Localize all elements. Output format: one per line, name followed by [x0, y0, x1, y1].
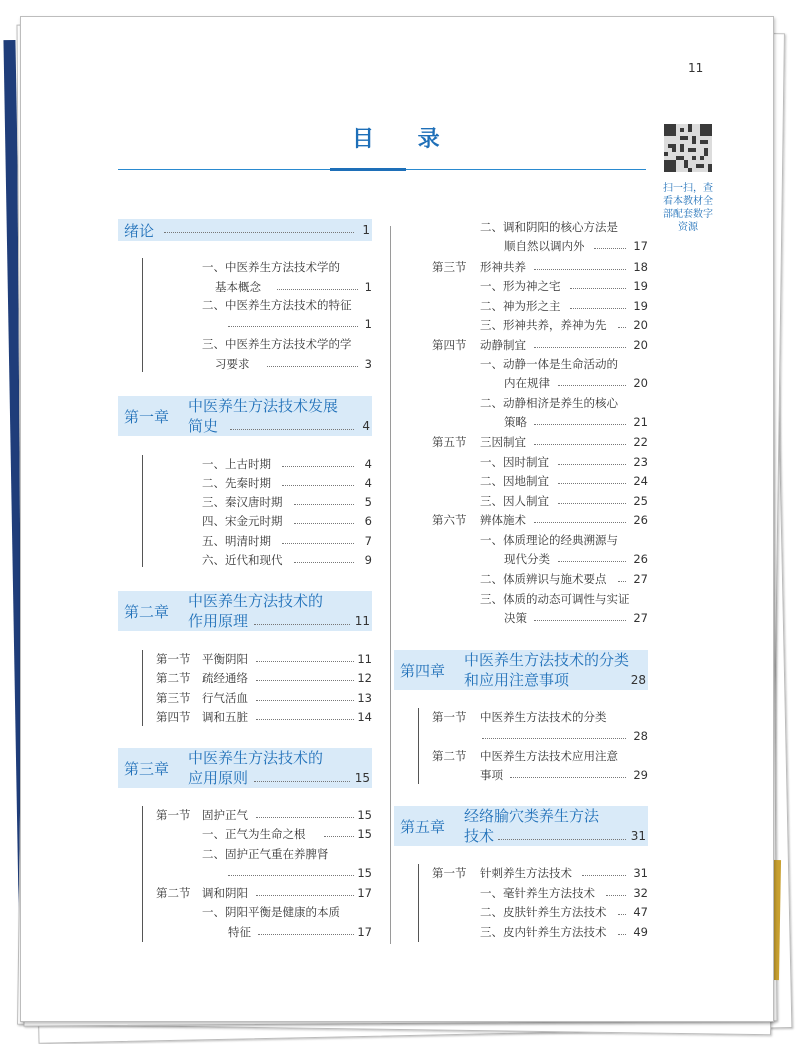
entry-text: 基本概念 [215, 280, 261, 294]
toc-entry[interactable] [480, 571, 648, 587]
leader-dots [282, 543, 354, 544]
entry-text: 二、先秦时期 [202, 476, 271, 490]
toc-entry[interactable] [504, 238, 648, 254]
toc-entry[interactable] [432, 748, 648, 764]
chapter-title: 技术 [464, 827, 495, 845]
page-ref: 49 [633, 925, 648, 939]
qr-code-icon[interactable] [664, 124, 712, 172]
leader-dots [164, 232, 354, 233]
entry-text: 调和阴阳 [202, 886, 248, 900]
leader-dots [606, 895, 626, 896]
section-label: 第六节 [432, 513, 467, 527]
toc-entry[interactable] [202, 494, 372, 510]
entry-text: 一、上古时期 [202, 457, 271, 471]
entry-text: 疏经通络 [202, 671, 248, 685]
page-ref: 1 [364, 280, 372, 294]
entry-text: 二、固护正气重在养脾肾 [202, 847, 329, 861]
chapter-title: 中医养生方法技术的分类 [464, 651, 630, 669]
entry-text: 辨体施术 [480, 513, 526, 527]
page-ref: 19 [633, 299, 648, 313]
toc-entry[interactable] [480, 298, 648, 314]
leader-dots [618, 914, 626, 915]
page-ref: 28 [633, 729, 648, 743]
toc-entry[interactable] [432, 259, 648, 275]
page-ref: 4 [364, 457, 372, 471]
entry-text: 一、形为神之宅 [480, 279, 561, 293]
qr-caption-line: 看本教材全 [663, 196, 713, 207]
toc-entry[interactable] [480, 885, 648, 901]
toc-entry[interactable] [480, 356, 648, 372]
section-bar [418, 708, 419, 784]
page-ref: 17 [633, 239, 648, 253]
section-label: 第二节 [156, 671, 191, 685]
intro-label: 绪论 [124, 222, 155, 240]
entry-text: 六、近代和现代 [202, 553, 283, 567]
toc-entry[interactable] [480, 317, 648, 333]
leader-dots [534, 444, 626, 445]
toc-entry[interactable] [480, 767, 648, 783]
page-ref: 1 [364, 317, 372, 331]
toc-entry[interactable] [432, 512, 648, 528]
leader-dots [294, 523, 354, 524]
leader-dots [277, 289, 358, 290]
section-label: 第一节 [432, 710, 467, 724]
page-ref: 25 [633, 494, 648, 508]
section-label: 第四节 [156, 710, 191, 724]
chapter-title: 和应用注意事项 [464, 671, 570, 689]
section-label: 第四节 [432, 338, 467, 352]
leader-dots [267, 366, 358, 367]
page-ref: 24 [633, 474, 648, 488]
page-ref: 15 [357, 866, 372, 880]
page-ref: 20 [633, 338, 648, 352]
chapter-title: 中医养生方法技术发展 [188, 397, 339, 415]
page-ref: 15 [357, 827, 372, 841]
toc-entry[interactable] [156, 709, 372, 725]
leader-dots [558, 385, 626, 386]
toc-entry[interactable] [202, 826, 372, 842]
page-ref: 19 [633, 279, 648, 293]
leader-dots [294, 562, 354, 563]
page-ref: 11 [354, 614, 370, 628]
entry-text: 一、正气为生命之根 [202, 827, 306, 841]
page-ref: 27 [633, 572, 648, 586]
toc-entry[interactable] [228, 924, 372, 940]
toc-entry[interactable] [480, 454, 648, 470]
page-ref: 3 [364, 357, 372, 371]
leader-dots [534, 269, 626, 270]
toc-entry[interactable] [228, 316, 372, 332]
page-ref: 31 [630, 829, 646, 843]
entry-text: 特征 [228, 925, 251, 939]
page-ref: 14 [357, 710, 372, 724]
toc-entry[interactable] [480, 278, 648, 294]
page-ref: 26 [633, 552, 648, 566]
leader-dots [254, 624, 350, 625]
entry-text: 固护正气 [202, 808, 248, 822]
toc-entry[interactable] [202, 533, 372, 549]
toc-entry[interactable] [480, 591, 648, 607]
entry-text: 针刺养生方法技术 [480, 866, 572, 880]
section-label: 第一节 [156, 652, 191, 666]
entry-text: 事项 [480, 768, 503, 782]
page-ref: 13 [357, 691, 372, 705]
section-label: 第二节 [432, 749, 467, 763]
entry-text: 三、中医养生方法技术学的学 [202, 337, 352, 351]
chapter-label: 第三章 [124, 760, 170, 778]
chapter-title: 经络腧穴类养生方法 [464, 807, 600, 825]
leader-dots [324, 836, 354, 837]
page-ref: 23 [633, 455, 648, 469]
leader-dots [258, 934, 354, 935]
section-bar [142, 650, 143, 726]
leader-dots [282, 485, 354, 486]
toc-entry[interactable] [202, 336, 372, 352]
intro-heading[interactable] [118, 219, 372, 241]
leader-dots [558, 503, 626, 504]
toc-entry[interactable] [156, 651, 372, 667]
entry-text: 二、动静相济是养生的核心 [480, 396, 618, 410]
leader-dots [498, 839, 626, 840]
chapter-heading[interactable] [394, 806, 648, 846]
page-ref: 6 [364, 514, 372, 528]
toc-entry[interactable] [504, 414, 648, 430]
entry-text: 决策 [504, 611, 527, 625]
entry-text: 一、中医养生方法技术学的 [202, 260, 340, 274]
entry-text: 二、体质辨识与施术要点 [480, 572, 607, 586]
leader-dots [228, 326, 358, 327]
entry-text: 五、明清时期 [202, 534, 271, 548]
entry-text: 内在规律 [504, 376, 550, 390]
chapter-title: 应用原则 [188, 769, 249, 787]
page-number: 11 [688, 61, 704, 75]
leader-dots [594, 248, 626, 249]
leader-dots [482, 738, 626, 739]
leader-dots [558, 561, 626, 562]
entry-text: 现代分类 [504, 552, 550, 566]
toc-entry[interactable] [202, 297, 372, 313]
leader-dots [570, 308, 626, 309]
toc-entry[interactable] [228, 865, 372, 881]
toc-entry[interactable] [480, 924, 648, 940]
leader-dots [558, 483, 626, 484]
toc-entry[interactable] [156, 885, 372, 901]
leader-dots [282, 466, 354, 467]
toc-entry[interactable] [504, 551, 648, 567]
leader-dots [510, 777, 626, 778]
leader-dots [618, 581, 626, 582]
entry-text: 行气活血 [202, 691, 248, 705]
page-ref: 20 [633, 318, 648, 332]
toc-entry[interactable] [482, 728, 648, 744]
page-ref: 5 [364, 495, 372, 509]
chapter-heading[interactable] [118, 591, 372, 631]
entry-text: 二、皮肤针养生方法技术 [480, 905, 607, 919]
page-title: 目 录 [352, 127, 458, 152]
leader-dots [254, 781, 350, 782]
page-ref: 21 [633, 415, 648, 429]
leader-dots [570, 288, 626, 289]
section-label: 第一节 [156, 808, 191, 822]
section-label: 第五节 [432, 435, 467, 449]
chapter-heading[interactable] [118, 748, 372, 788]
entry-text: 四、宋金元时期 [202, 514, 283, 528]
page-ref: 29 [633, 768, 648, 782]
section-bar [418, 864, 419, 942]
toc-entry[interactable] [202, 904, 372, 920]
section-bar [142, 258, 143, 372]
leader-dots [256, 817, 354, 818]
leader-dots [618, 327, 626, 328]
leader-dots [534, 522, 626, 523]
toc-entry[interactable] [432, 709, 648, 725]
qr-caption-line: 资源 [678, 222, 698, 233]
toc-entry[interactable] [504, 610, 648, 626]
entry-text: 中医养生方法技术应用注意 [480, 749, 618, 763]
chapter-title: 中医养生方法技术的 [188, 592, 324, 610]
toc-entry[interactable] [156, 690, 372, 706]
section-label: 第二节 [156, 886, 191, 900]
entry-text: 策略 [504, 415, 527, 429]
toc-entry[interactable] [480, 395, 648, 411]
entry-text: 调和五脏 [202, 710, 248, 724]
entry-text: 一、毫针养生方法技术 [480, 886, 595, 900]
entry-text: 一、体质理论的经典溯源与 [480, 533, 618, 547]
column-divider [390, 226, 391, 944]
toc-entry[interactable] [480, 493, 648, 509]
entry-text: 习要求 [215, 357, 250, 371]
entry-text: 一、因时制宜 [480, 455, 549, 469]
toc-entry[interactable] [480, 532, 648, 548]
page-ref: 20 [633, 376, 648, 390]
page-ref: 15 [354, 771, 370, 785]
toc-entry[interactable] [202, 456, 372, 472]
leader-dots [534, 347, 626, 348]
toc-entry[interactable] [480, 219, 648, 235]
leader-dots [256, 680, 354, 681]
toc-entry[interactable] [156, 807, 372, 823]
toc-entry[interactable] [202, 259, 372, 275]
section-label: 第三节 [156, 691, 191, 705]
toc-entry[interactable] [504, 375, 648, 391]
page-ref: 17 [357, 886, 372, 900]
page-ref: 27 [633, 611, 648, 625]
chapter-label: 第二章 [124, 603, 170, 621]
toc-entry[interactable] [202, 552, 372, 568]
toc-entry[interactable] [432, 434, 648, 450]
entry-text: 三、秦汉唐时期 [202, 495, 283, 509]
page-ref: 28 [630, 673, 646, 687]
leader-dots [534, 424, 626, 425]
toc-entry[interactable] [432, 337, 648, 353]
entry-text: 一、动静一体是生命活动的 [480, 357, 618, 371]
page-ref: 4 [364, 476, 372, 490]
toc-entry[interactable] [215, 279, 372, 295]
qr-caption [655, 182, 721, 234]
leader-dots [256, 700, 354, 701]
entry-text: 二、中医养生方法技术的特征 [202, 298, 352, 312]
toc-entry[interactable] [432, 865, 648, 881]
page-ref: 31 [633, 866, 648, 880]
section-bar [142, 455, 143, 567]
qr-caption-line: 扫一扫，查 [663, 183, 713, 194]
page-ref: 47 [633, 905, 648, 919]
chapter-title: 作用原理 [188, 612, 249, 630]
chapter-title: 中医养生方法技术的 [188, 749, 324, 767]
leader-dots [256, 719, 354, 720]
entry-text: 二、神为形之主 [480, 299, 561, 313]
page-ref: 1 [362, 223, 370, 237]
entry-text: 三、形神共养，养神为先 [480, 318, 607, 332]
entry-text: 二、因地制宜 [480, 474, 549, 488]
qr-caption-line: 部配套数字 [663, 209, 713, 220]
entry-text: 形神共养 [480, 260, 526, 274]
entry-text: 三因制宜 [480, 435, 526, 449]
chapter-label: 第五章 [400, 818, 446, 836]
toc-entry[interactable] [202, 846, 372, 862]
toc-entry[interactable] [156, 670, 372, 686]
leader-dots [294, 504, 354, 505]
toc-entry[interactable] [480, 473, 648, 489]
page-ref: 12 [357, 671, 372, 685]
title-rule-accent [330, 168, 406, 171]
chapter-heading[interactable] [118, 396, 372, 436]
page-ref: 15 [357, 808, 372, 822]
leader-dots [256, 661, 354, 662]
toc-page [20, 16, 774, 1022]
chapter-heading[interactable] [394, 650, 648, 690]
page-ref: 18 [633, 260, 648, 274]
section-bar [142, 806, 143, 942]
section-label: 第三节 [432, 260, 467, 274]
leader-dots [230, 429, 354, 430]
entry-text: 平衡阴阳 [202, 652, 248, 666]
page-ref: 9 [364, 553, 372, 567]
entry-text: 三、体质的动态可调性与实证 [480, 592, 630, 606]
leader-dots [618, 934, 626, 935]
page-ref: 17 [357, 925, 372, 939]
leader-dots [534, 620, 626, 621]
leader-dots [582, 875, 626, 876]
entry-text: 中医养生方法技术的分类 [480, 710, 607, 724]
leader-dots [558, 464, 626, 465]
leader-dots [256, 895, 354, 896]
page-ref: 4 [362, 419, 370, 433]
toc-entry[interactable] [215, 356, 372, 372]
toc-entry[interactable] [202, 513, 372, 529]
section-label: 第一节 [432, 866, 467, 880]
chapter-label: 第四章 [400, 662, 446, 680]
entry-text: 一、阴阳平衡是健康的本质 [202, 905, 340, 919]
chapter-label: 第一章 [124, 408, 170, 426]
entry-text: 三、皮内针养生方法技术 [480, 925, 607, 939]
entry-text: 动静制宜 [480, 338, 526, 352]
page-ref: 26 [633, 513, 648, 527]
page-ref: 7 [364, 534, 372, 548]
chapter-title: 简史 [188, 417, 219, 435]
entry-text: 三、因人制宜 [480, 494, 549, 508]
page-ref: 11 [357, 652, 372, 666]
entry-text: 顺自然以调内外 [504, 239, 585, 253]
toc-entry[interactable] [480, 904, 648, 920]
page-ref: 32 [633, 886, 648, 900]
toc-entry[interactable] [202, 475, 372, 491]
entry-text: 二、调和阴阳的核心方法是 [480, 220, 618, 234]
leader-dots [228, 875, 354, 876]
page-ref: 22 [633, 435, 648, 449]
